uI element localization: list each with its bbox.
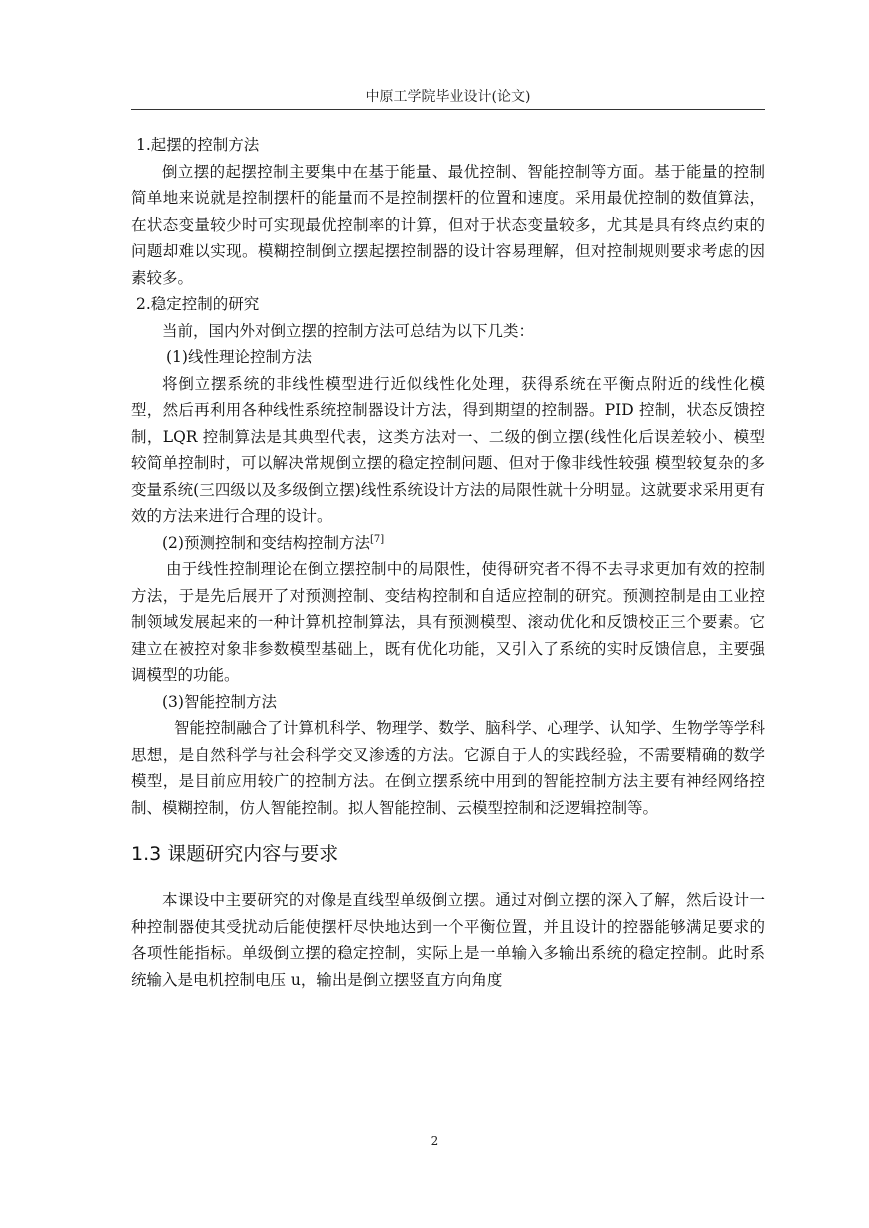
intel-heading: (3)智能控制方法 bbox=[162, 692, 277, 711]
predict-heading-text: (2)预测控制和变结构控制方法 bbox=[162, 533, 370, 552]
linear-paragraph: 将倒立摆系统的非线性模型进行近似线性化处理，获得系统在平衡点附近的线性化模型，然后再利用各种线性系统控制器设计方法，得到期望的控制器。PID 控制，状态反馈控制，LQR 控制算法是其典型代表，这类方法对一、二级的倒立摆(线性化后误差较小、模型较简单控制时，可以解决常规倒立摆的稳定控制问题、但对于像非线性较强 模型较复杂的多变量系统(三四级以及多级倒立摆)线性系统设计方法的局限性就十分明显。这就要求采用更有效的方法来进行合理的设计。 bbox=[131, 374, 765, 525]
page-header: 中原工学院毕业设计(论文) bbox=[365, 89, 531, 105]
swingup-heading: 1.起摆的控制方法 bbox=[136, 136, 260, 154]
page-body bbox=[131, 132, 765, 993]
predict-paragraph: 由于线性控制理论在倒立摆控制中的局限性，使得研究者不得不去寻求更加有效的控制方法，于是先后展开了对预测控制、变结构控制和自适应控制的研究。预测控制是由工业控制领域发展起来的一种计算机控制算法，具有预测模型、滚动优化和反馈校正三个要素。它建立在被控对象非参数模型基础上，既有优化功能，又引入了系统的实时反馈信息，主要强调模型的功能。 bbox=[131, 560, 765, 684]
stable-paragraph: 当前，国内外对倒立摆的控制方法可总结为以下几类： bbox=[162, 321, 535, 340]
section-title: 1.3 课题研究内容与要求 bbox=[131, 843, 339, 865]
header-divider bbox=[131, 109, 765, 110]
section-paragraph: 本课设中主要研究的对像是直线型单级倒立摆。通过对倒立摆的深入了解，然后设计一种控制器使其受扰动后能使摆杆尽快地达到一个平衡位置，并且设计的控器能够满足要求的各项性能指标。单级倒立摆的稳定控制，实际上是一单输入多输出系统的稳定控制。此时系统输入是电机控制电压 u，输出是倒立摆竖直方向角度 bbox=[131, 891, 765, 989]
page-number: 2 bbox=[430, 1134, 439, 1148]
swingup-paragraph: 倒立摆的起摆控制主要集中在基于能量、最优控制、智能控制等方面。基于能量的控制简单地来说就是控制摆杆的能量而不是控制摆杆的位置和速度。采用最优控制的数值算法，在状态变量较少时可实现最优控制率的计算，但对于状态变量较多，尤其是具有终点约束的问题却难以实现。模糊控制倒立摆起摆控制器的设计容易理解，但对控制规则要求考虑的因素较多。 bbox=[131, 162, 765, 287]
linear-heading: (1)线性理论控制方法 bbox=[166, 348, 312, 366]
predict-citation: [7] bbox=[369, 533, 385, 545]
intel-paragraph: 智能控制融合了计算机科学、物理学、数学、脑科学、心理学、认知学、生物学等学科思想，是自然科学与社会科学交叉渗透的方法。它源自于人的实践经验，不需要精确的数学模型，是目前应用较广的控制方法。在倒立摆系统中用到的智能控制方法主要有神经网络控制、模糊控制，仿人智能控制。拟人智能控制、云模型控制和泛逻辑控制等。 bbox=[131, 719, 765, 817]
stable-heading: 2.稳定控制的研究 bbox=[136, 295, 260, 313]
predict-heading bbox=[131, 530, 765, 557]
